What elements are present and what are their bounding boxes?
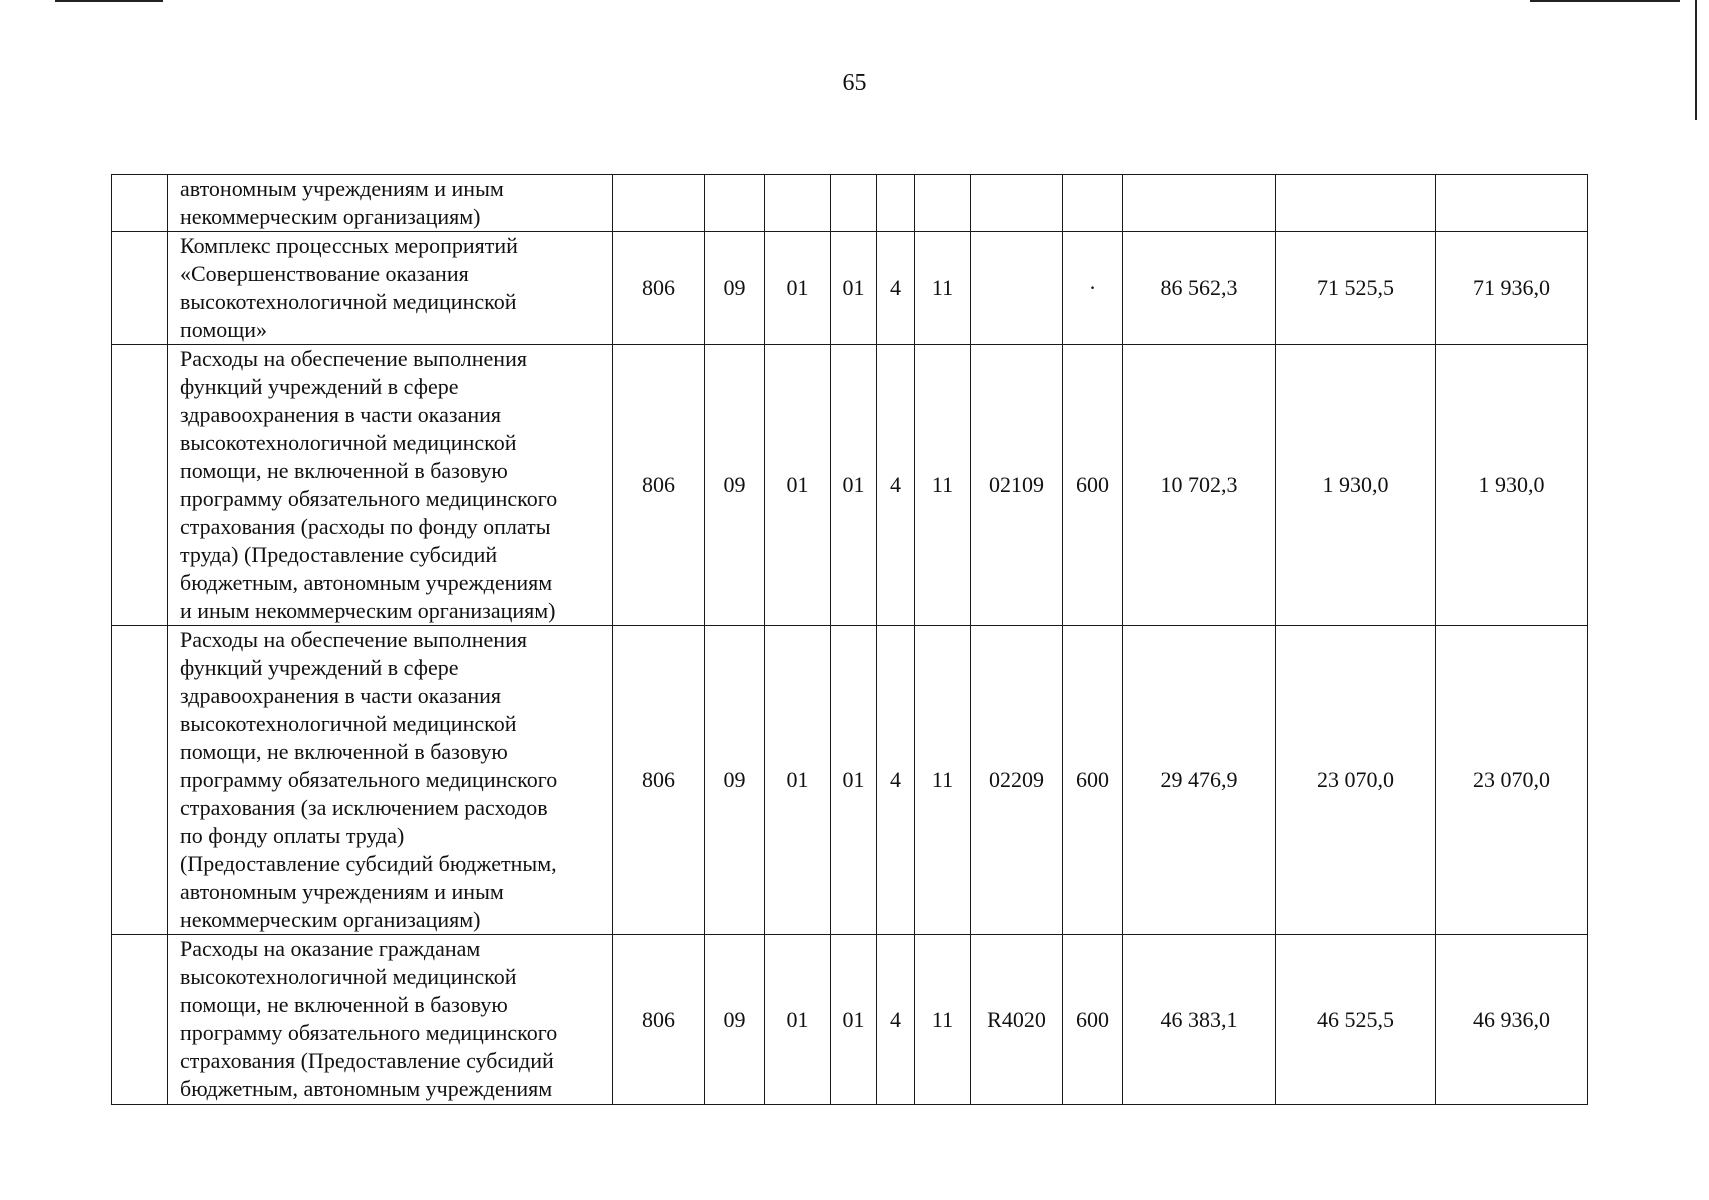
description-cell xyxy=(168,232,613,345)
amount-year-2-cell: 46 525,5 xyxy=(1276,935,1436,1105)
description-line: некоммерческим организациям) xyxy=(180,204,481,229)
description-line: функций учреждений в сфере xyxy=(180,374,459,399)
amount-year-2-cell: 23 070,0 xyxy=(1276,626,1436,935)
description-line: здравоохранения в части оказания xyxy=(180,402,502,427)
description-line: по фонду оплаты труда) xyxy=(180,823,405,848)
description-cell xyxy=(168,345,613,626)
program-cell: 01 xyxy=(831,232,877,345)
table-row xyxy=(112,345,1588,626)
structural-element-cell: 11 xyxy=(915,232,971,345)
description-line: бюджетным, автономным учреждениям xyxy=(180,570,553,595)
subsection-cell: 01 xyxy=(765,935,831,1105)
row-number-cell xyxy=(112,626,168,935)
description-line: программу обязательного медицинского xyxy=(180,1020,558,1045)
amount-year-1-cell xyxy=(1123,175,1276,232)
description-line: автономным учреждениям и иным xyxy=(180,879,504,904)
description-line: бюджетным, автономным учреждениям xyxy=(180,1076,553,1101)
expense-type-cell xyxy=(1063,175,1123,232)
description-line: программу обязательного медицинского xyxy=(180,767,558,792)
description-line: автономным учреждениям и иным xyxy=(180,176,504,201)
row-number-cell xyxy=(112,175,168,232)
description-line: высокотехнологичной медицинской xyxy=(180,711,517,736)
description-line: Расходы на оказание гражданам xyxy=(180,936,481,961)
direction-code-cell: 02209 xyxy=(971,626,1063,935)
description-line: (Предоставление субсидий бюджетным, xyxy=(180,851,557,876)
section-cell: 09 xyxy=(705,232,765,345)
description-line: программу обязательного медицинского xyxy=(180,486,558,511)
description-line: функций учреждений в сфере xyxy=(180,655,459,680)
structural-element-cell xyxy=(915,175,971,232)
description-line: труда) (Предоставление субсидий xyxy=(180,542,498,567)
direction-code-cell: 02109 xyxy=(971,345,1063,626)
ministry-code-cell: 806 xyxy=(613,232,705,345)
description-line: «Совершенствование оказания xyxy=(180,261,469,286)
ministry-code-cell: 806 xyxy=(613,626,705,935)
budget-table xyxy=(111,174,1588,1105)
description-line: Расходы на обеспечение выполнения xyxy=(180,346,527,371)
table-row xyxy=(112,232,1588,345)
program-type-cell xyxy=(877,175,915,232)
description-cell xyxy=(168,175,613,232)
subsection-cell: 01 xyxy=(765,345,831,626)
amount-year-2-cell: 1 930,0 xyxy=(1276,345,1436,626)
description-line: некоммерческим организациям) xyxy=(180,907,481,932)
ministry-code-cell xyxy=(613,175,705,232)
amount-year-1-cell: 86 562,3 xyxy=(1123,232,1276,345)
direction-code-cell xyxy=(971,175,1063,232)
program-cell: 01 xyxy=(831,935,877,1105)
amount-year-3-cell: 1 930,0 xyxy=(1436,345,1588,626)
amount-year-2-cell: 71 525,5 xyxy=(1276,232,1436,345)
section-cell: 09 xyxy=(705,935,765,1105)
program-cell xyxy=(831,175,877,232)
expense-type-cell: 600 xyxy=(1063,626,1123,935)
description-line: помощи, не включенной в базовую xyxy=(180,739,508,764)
description-line: здравоохранения в части оказания xyxy=(180,683,502,708)
section-cell: 09 xyxy=(705,626,765,935)
table-body xyxy=(112,175,1588,1105)
program-cell: 01 xyxy=(831,626,877,935)
description-line: высокотехнологичной медицинской xyxy=(180,289,517,314)
description-line: Комплекс процессных мероприятий xyxy=(180,233,518,258)
amount-year-3-cell xyxy=(1436,175,1588,232)
amount-year-3-cell: 46 936,0 xyxy=(1436,935,1588,1105)
program-type-cell: 4 xyxy=(877,232,915,345)
ministry-code-cell: 806 xyxy=(613,935,705,1105)
scan-edge-mark-left xyxy=(55,0,163,2)
amount-year-1-cell: 10 702,3 xyxy=(1123,345,1276,626)
amount-year-2-cell xyxy=(1276,175,1436,232)
description-line: высокотехнологичной медицинской xyxy=(180,430,517,455)
amount-year-3-cell: 23 070,0 xyxy=(1436,626,1588,935)
subsection-cell: 01 xyxy=(765,626,831,935)
description-line: страхования (за исключением расходов xyxy=(180,795,548,820)
structural-element-cell: 11 xyxy=(915,345,971,626)
description-line: страхования (расходы по фонду оплаты xyxy=(180,514,551,539)
amount-year-1-cell: 29 476,9 xyxy=(1123,626,1276,935)
table-row xyxy=(112,175,1588,232)
description-line: высокотехнологичной медицинской xyxy=(180,964,517,989)
section-cell: 09 xyxy=(705,345,765,626)
row-number-cell xyxy=(112,935,168,1105)
description-line: Расходы на обеспечение выполнения xyxy=(180,627,527,652)
description-line: помощи, не включенной в базовую xyxy=(180,458,508,483)
expense-type-cell: 600 xyxy=(1063,345,1123,626)
scan-edge-mark-right xyxy=(1530,0,1680,2)
row-number-cell xyxy=(112,232,168,345)
program-cell: 01 xyxy=(831,345,877,626)
description-cell xyxy=(168,935,613,1105)
description-line: страхования (Предоставление субсидий xyxy=(180,1048,554,1073)
structural-element-cell: 11 xyxy=(915,935,971,1105)
description-cell xyxy=(168,626,613,935)
expense-type-cell: · xyxy=(1063,232,1123,345)
subsection-cell: 01 xyxy=(765,232,831,345)
description-line: помощи, не включенной в базовую xyxy=(180,992,508,1017)
description-line: и иным некоммерческим организациям) xyxy=(180,598,556,623)
amount-year-3-cell: 71 936,0 xyxy=(1436,232,1588,345)
description-line: помощи» xyxy=(180,317,267,342)
program-type-cell: 4 xyxy=(877,626,915,935)
direction-code-cell xyxy=(971,232,1063,345)
row-number-cell xyxy=(112,345,168,626)
table-row xyxy=(112,626,1588,935)
section-cell xyxy=(705,175,765,232)
direction-code-cell: R4020 xyxy=(971,935,1063,1105)
page-number: 65 xyxy=(842,70,867,96)
ministry-code-cell: 806 xyxy=(613,345,705,626)
subsection-cell xyxy=(765,175,831,232)
program-type-cell: 4 xyxy=(877,345,915,626)
program-type-cell: 4 xyxy=(877,935,915,1105)
amount-year-1-cell: 46 383,1 xyxy=(1123,935,1276,1105)
table-row xyxy=(112,935,1588,1105)
expense-type-cell: 600 xyxy=(1063,935,1123,1105)
structural-element-cell: 11 xyxy=(915,626,971,935)
scan-edge-mark-side xyxy=(1695,0,1697,120)
